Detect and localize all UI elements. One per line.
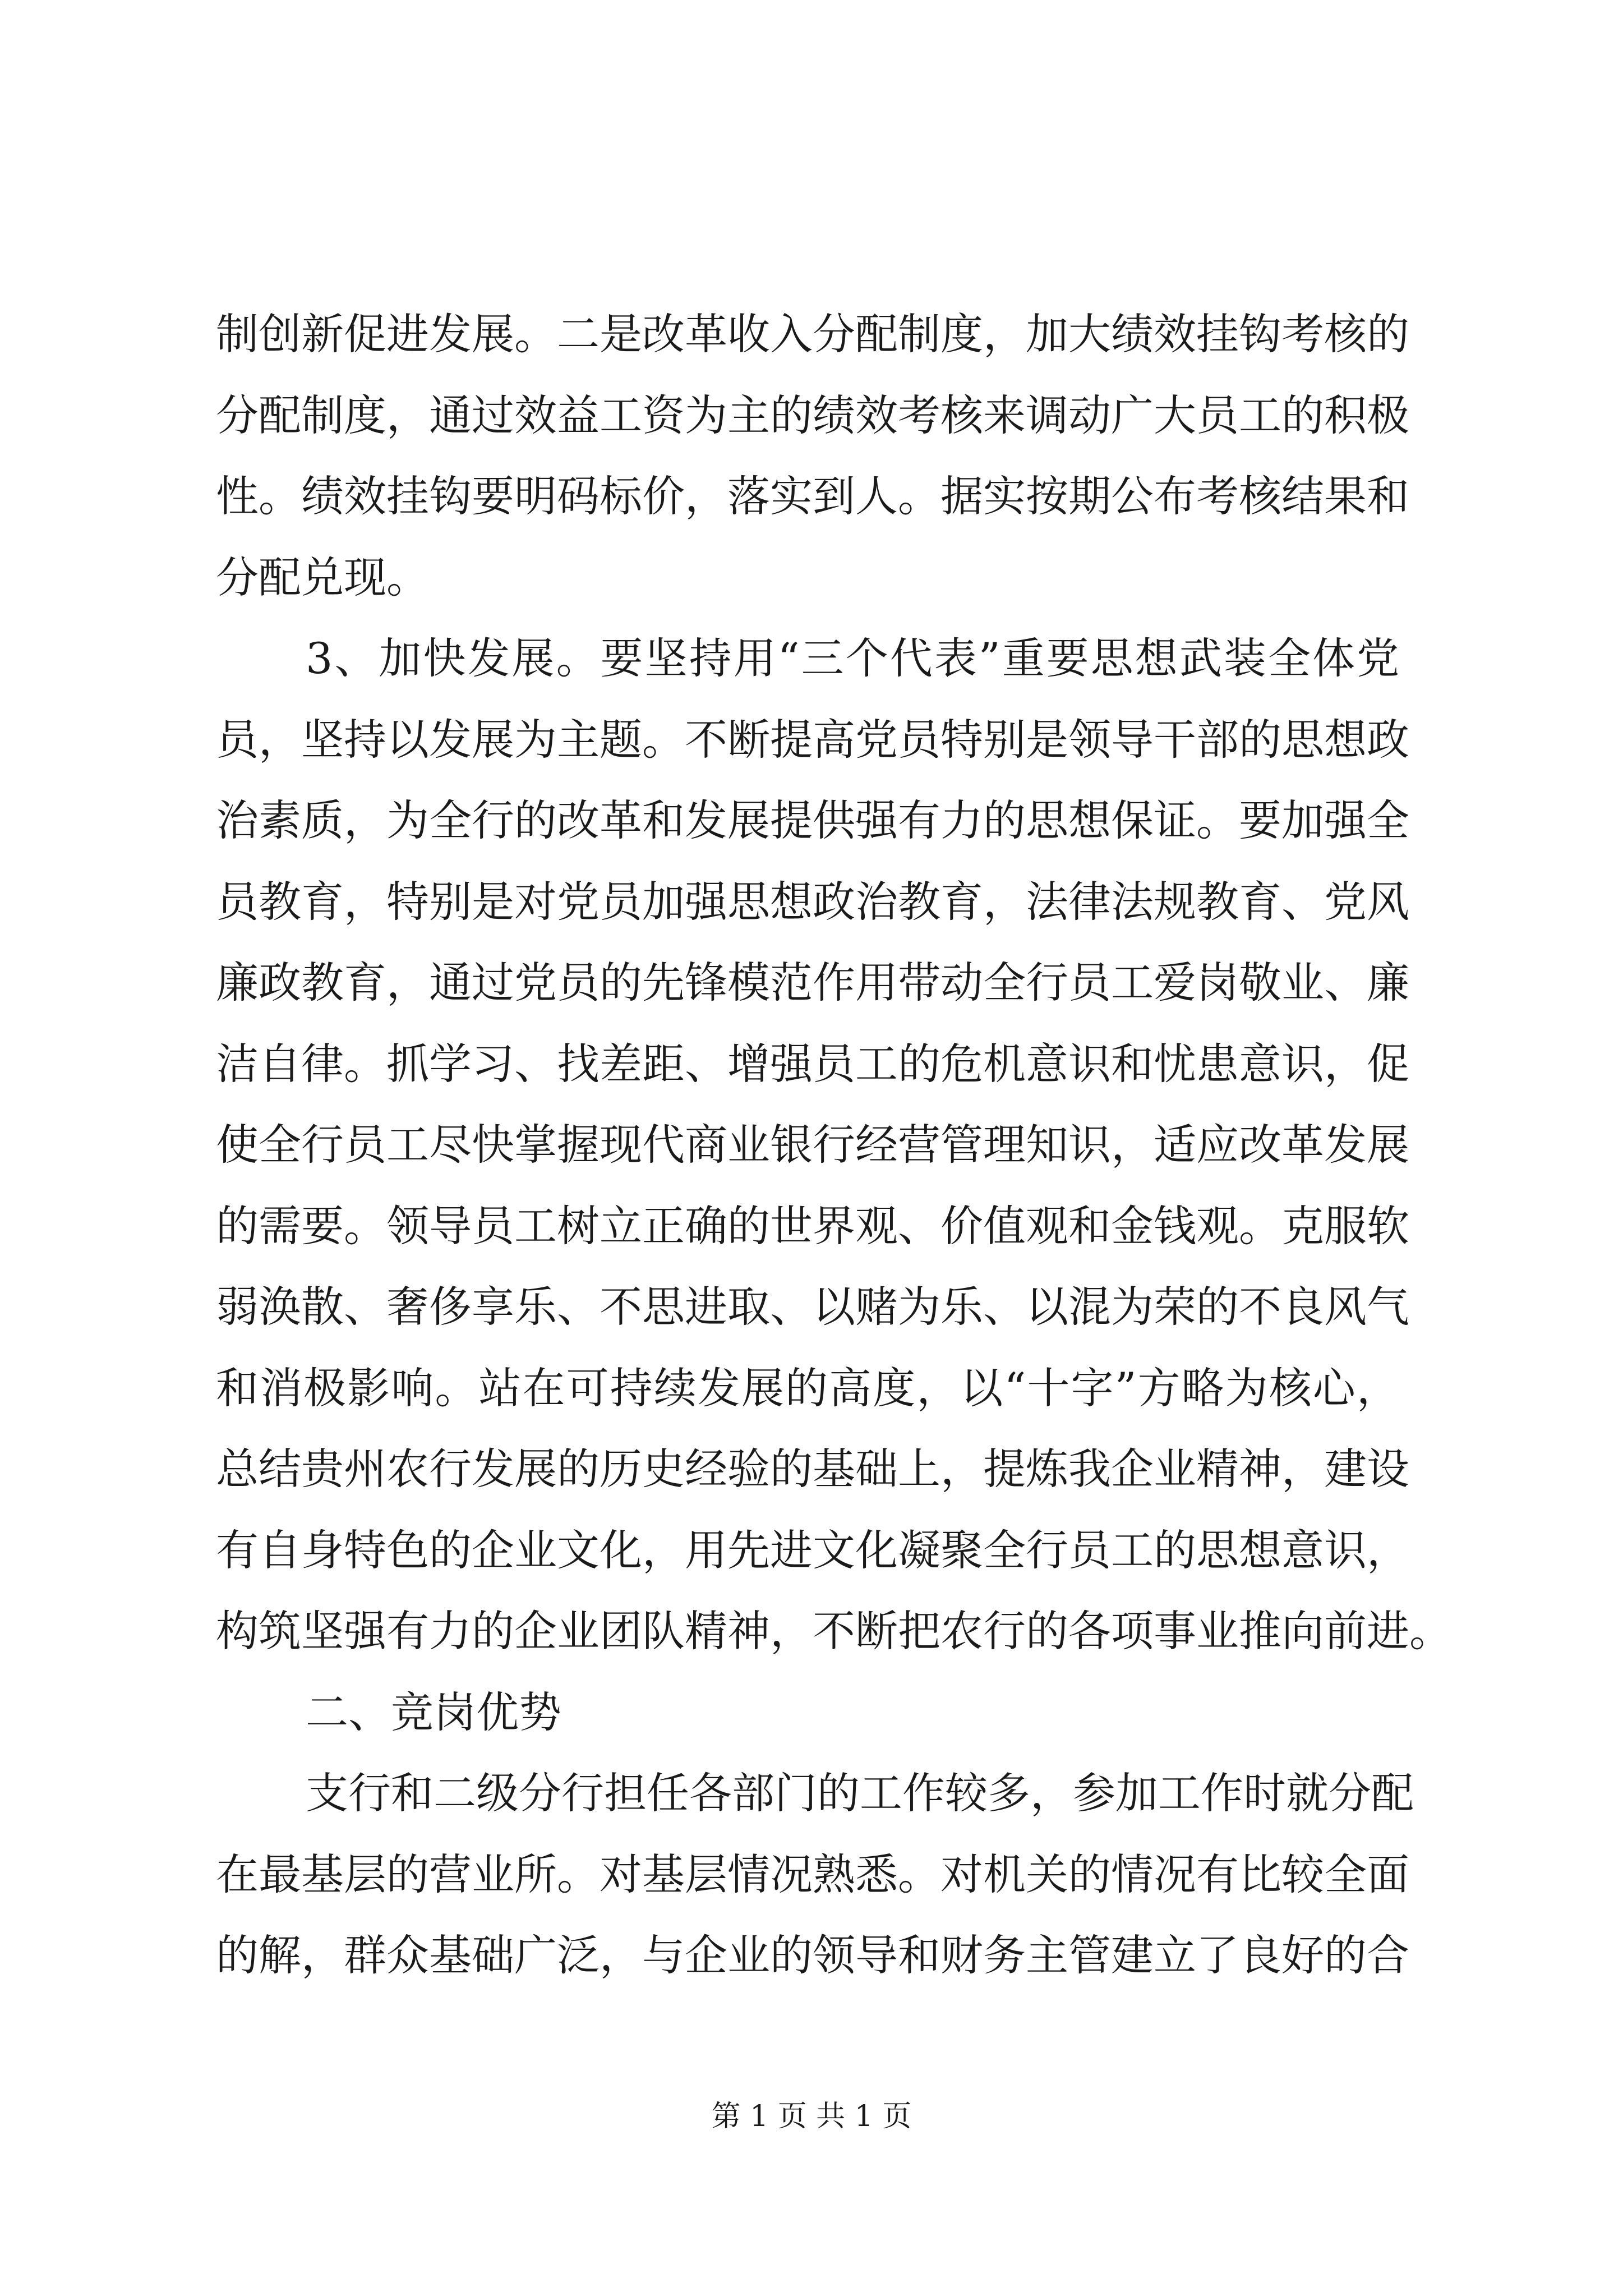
text-line: 洁自律。抓学习、找差距、增强员工的危机意识和忧患意识，促 — [216, 1038, 1409, 1089]
text-line: 构筑坚强有力的企业团队精神，不断把农行的各项事业推向前进。 — [216, 1606, 1452, 1656]
text-line: 分配兑现。 — [216, 552, 429, 602]
text-line: 分配制度，通过效益工资为主的绩效考核来调动广大员工的积极 — [216, 390, 1409, 440]
text-line: 弱涣散、奢侈享乐、不思进取、以赌为乐、以混为荣的不良风气 — [216, 1282, 1409, 1332]
text-line: 员，坚持以发展为主题。不断提高党员特别是领导干部的思想政 — [216, 714, 1409, 765]
document-body — [216, 294, 1452, 1996]
text-line: 和消极影响。站在可持续发展的高度，以“十字”方略为核心， — [216, 1363, 1399, 1413]
text-line: 治素质，为全行的改革和发展提供强有力的思想保证。要加强全 — [216, 795, 1409, 845]
text-line: 总结贵州农行发展的历史经验的基础上，提炼我企业精神，建设 — [216, 1444, 1409, 1494]
text-line: 制创新促进发展。二是改革收入分配制度，加大绩效挂钩考核的 — [216, 309, 1409, 359]
text-line: 员教育，特别是对党员加强思想政治教育，法律法规教育、党风 — [216, 876, 1409, 927]
text-line: 有自身特色的企业文化，用先进文化凝聚全行员工的思想意识， — [216, 1525, 1409, 1575]
text-line: 支行和二级分行担任各部门的工作较多，参加工作时就分配 — [306, 1768, 1414, 1818]
text-line: 的解，群众基础广泛，与企业的领导和财务主管建立了良好的合 — [216, 1930, 1409, 1980]
page-footer: 第 1 页 共 1 页 — [711, 2100, 912, 2133]
text-line: 二、竞岗优势 — [306, 1687, 561, 1737]
text-line: 的需要。领导员工树立正确的世界观、价值观和金钱观。克服软 — [216, 1200, 1409, 1251]
text-line: 性。绩效挂钩要明码标价，落实到人。据实按期公布考核结果和 — [216, 471, 1409, 521]
text-line: 3、加快发展。要坚持用“三个代表”重要思想武装全体党 — [306, 633, 1399, 683]
text-line: 使全行员工尽快掌握现代商业银行经营管理知识，适应改革发展 — [216, 1120, 1409, 1170]
text-line: 廉政教育，通过党员的先锋模范作用带动全行员工爱岗敬业、廉 — [216, 958, 1409, 1007]
text-line: 在最基层的营业所。对基层情况熟悉。对机关的情况有比较全面 — [216, 1849, 1409, 1899]
